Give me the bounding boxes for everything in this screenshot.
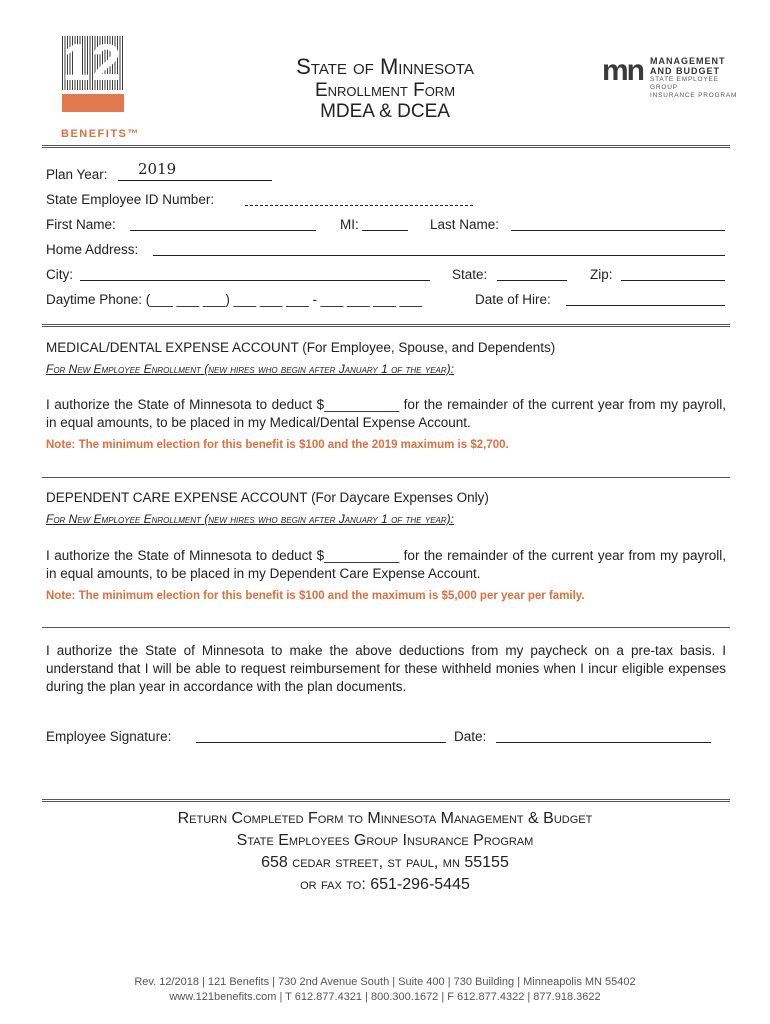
dependent-subheading: For New Employee Enrollment (new hires who begin after January 1 of the year):: [46, 512, 454, 526]
daytime-phone-label[interactable]: Daytime Phone: (___ ___ ___) ___ ___ ___ - ___ ___ ___ ___: [46, 292, 423, 307]
consent-text: I authorize the State of Minnesota to make the above deductions from my paycheck on a pre-tax basis. I understand that I will be able to request reimbursement for these withheld monies when I incur eligible expenses during the plan year in accordance with the plan documents.: [46, 643, 726, 694]
plan-year-label: Plan Year:: [46, 167, 108, 182]
state-label: State:: [452, 267, 488, 282]
home-address-field[interactable]: [153, 241, 725, 256]
dependent-note: Note: The minimum election for this benefit is $100 and the maximum is $5,000 per year per family.: [46, 590, 585, 602]
title-enrollment: Enrollment Form: [314, 80, 456, 101]
mmb-line3: STATE EMPLOYEE GROUP: [650, 76, 719, 91]
mmb-line1: MANAGEMENT: [650, 56, 726, 66]
divider-bottom: [42, 799, 730, 802]
dependent-heading: DEPENDENT CARE EXPENSE ACCOUNT (For Daycare Expenses Only): [46, 490, 489, 505]
mi-field[interactable]: [362, 216, 408, 231]
mmb-line4: INSURANCE PROGRAM: [650, 92, 738, 99]
zip-field[interactable]: [621, 266, 725, 281]
title-mdea-dcea: MDEA & DCEA: [320, 101, 450, 122]
medical-subheading: For New Employee Enrollment (new hires who begin after January 1 of the year):: [46, 362, 454, 376]
return-fax: or fax to: 651-296-5445: [300, 876, 470, 893]
city-label: City:: [46, 267, 73, 282]
signature-label: Employee Signature:: [46, 729, 172, 744]
state-field[interactable]: [497, 266, 567, 281]
dependent-authorize-text: I authorize the State of Minnesota to deduct $__________ for the remainder of the current year from my payroll, in equal amounts, to be placed in my Dependent Care Expense Account.: [46, 548, 726, 581]
medical-note: Note: The minimum election for this benefit is $100 and the 2019 maximum is $2,700.: [46, 439, 509, 451]
plan-year-value: 2019: [138, 160, 177, 178]
home-address-label: Home Address:: [46, 242, 139, 257]
medical-heading: MEDICAL/DENTAL EXPENSE ACCOUNT (For Employee, Spouse, and Dependents): [46, 340, 556, 355]
mmb-line2: AND BUDGET: [650, 66, 720, 76]
first-name-label: First Name:: [46, 217, 116, 232]
divider-top: [42, 145, 730, 148]
return-address: 658 cedar street, st paul, mn 55155: [261, 854, 509, 871]
title-state: State of Minnesota: [296, 54, 474, 79]
last-name-label: Last Name:: [430, 217, 500, 232]
city-field[interactable]: [80, 266, 430, 281]
mi-label: MI:: [340, 217, 359, 232]
medical-authorize-text: I authorize the State of Minnesota to deduct $__________ for the remainder of the current year from my payroll, in equal amounts, to be placed in my Medical/Dental Expense Account.: [46, 397, 726, 430]
signature-field[interactable]: [196, 728, 446, 743]
footer-line2: www.121benefits.com | T 612.877.4321 | 800.300.1672 | F 612.877.4322 | 877.918.3622: [169, 991, 601, 1003]
date-of-hire-field[interactable]: [566, 291, 725, 306]
first-name-field[interactable]: [130, 216, 316, 231]
return-line2: State Employees Group Insurance Program: [236, 832, 534, 849]
last-name-field[interactable]: [511, 216, 725, 231]
employee-id-field[interactable]: [245, 191, 473, 206]
employee-id-label: State Employee ID Number:: [46, 192, 215, 207]
mmb-mark: mn: [602, 54, 643, 87]
logo-wordmark: BENEFITS™: [61, 128, 140, 140]
date-label: Date:: [454, 729, 487, 744]
footer-line1: Rev. 12/2018 | 121 Benefits | 730 2nd Avenue South | Suite 400 | 730 Building | Minneapolis MN 55402: [134, 976, 636, 988]
return-line1: Return Completed Form to Minnesota Management & Budget: [177, 810, 593, 827]
date-of-hire-label: Date of Hire:: [475, 292, 551, 307]
divider-medical: [42, 477, 730, 478]
date-field[interactable]: [496, 728, 711, 743]
zip-label: Zip:: [590, 267, 613, 282]
divider-fields: [42, 324, 730, 327]
logo-digits: 121: [62, 34, 152, 92]
divider-dependent: [42, 627, 730, 628]
